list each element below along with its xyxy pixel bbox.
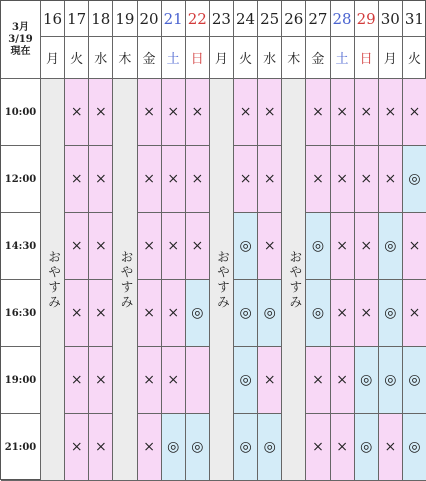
slot-booked[interactable]: × [355,146,379,213]
slot-booked[interactable]: × [138,79,162,146]
slot-available[interactable]: ◎ [234,414,258,481]
slot-booked[interactable]: × [258,347,282,414]
date-header: 23 [210,1,234,37]
slot-available[interactable]: ◎ [355,414,379,481]
date-header: 21 [162,1,186,37]
date-header: 28 [331,1,355,37]
closed-day-column [41,79,65,481]
date-header: 27 [306,1,330,37]
slot-available[interactable]: ◎ [186,414,210,481]
weekday-header: 火 [65,37,89,79]
slot-booked[interactable]: × [331,146,355,213]
slot-booked[interactable]: × [306,79,330,146]
slot-booked[interactable]: × [186,79,210,146]
slot-booked[interactable]: × [89,213,113,280]
slot-booked[interactable]: × [89,146,113,213]
slot-available[interactable]: ◎ [258,414,282,481]
time-label: 10:00 [1,79,41,146]
weekday-header: 月 [41,37,65,79]
slot-booked[interactable]: × [138,213,162,280]
slot-booked[interactable]: × [234,79,258,146]
time-label: 21:00 [1,414,41,481]
weekday-header: 金 [138,37,162,79]
as-of-date: 3/19 [8,33,33,45]
slot-booked[interactable]: × [162,213,186,280]
slot-booked[interactable]: × [331,414,355,481]
corner-header [1,1,41,79]
slot-booked[interactable]: × [138,414,162,481]
slot-booked[interactable]: × [162,146,186,213]
slot-booked[interactable]: × [138,347,162,414]
slot-booked[interactable]: × [403,280,426,347]
slot-booked[interactable]: × [403,79,426,146]
slot-booked[interactable]: × [355,280,379,347]
slot-booked[interactable]: × [306,146,330,213]
slot-booked[interactable]: × [162,79,186,146]
slot-booked[interactable]: × [379,79,403,146]
weekday-header: 月 [379,37,403,79]
slot-available[interactable]: ◎ [186,280,210,347]
slot-available[interactable]: ◎ [403,347,426,414]
slot-booked[interactable]: × [355,213,379,280]
weekday-header: 火 [403,37,426,79]
weekday-header: 水 [258,37,282,79]
slot-booked[interactable]: × [65,414,89,481]
time-label: 16:30 [1,280,41,347]
slot-available[interactable]: ◎ [258,280,282,347]
weekday-header: 土 [331,37,355,79]
date-header: 22 [186,1,210,37]
date-header: 25 [258,1,282,37]
slot-booked[interactable]: × [331,347,355,414]
date-header: 30 [379,1,403,37]
slot-available[interactable]: ◎ [162,414,186,481]
slot-booked[interactable]: × [138,280,162,347]
month-label: 3月 [12,21,29,33]
slot-available[interactable]: ◎ [234,280,258,347]
weekday-header: 火 [234,37,258,79]
slot-booked[interactable]: × [138,146,162,213]
slot-available[interactable]: ◎ [379,280,403,347]
weekday-header: 金 [306,37,330,79]
slot-booked[interactable]: × [89,347,113,414]
slot-booked[interactable]: × [89,414,113,481]
slot-booked[interactable]: × [403,213,426,280]
slot-booked[interactable]: × [306,347,330,414]
closed-day-column [282,79,306,481]
slot-booked[interactable]: × [234,146,258,213]
rest-label: おやすみ [213,249,229,310]
weekday-header: 木 [282,37,306,79]
slot-booked[interactable]: × [65,213,89,280]
date-header: 16 [41,1,65,37]
slot-booked[interactable]: × [186,213,210,280]
date-header: 18 [89,1,113,37]
slot-available[interactable]: ◎ [403,414,426,481]
date-header: 19 [113,1,137,37]
slot-booked[interactable]: × [379,414,403,481]
slot-booked[interactable]: × [379,146,403,213]
date-header: 29 [355,1,379,37]
weekday-header: 日 [355,37,379,79]
slot-booked[interactable]: × [162,280,186,347]
slot-available[interactable]: ◎ [306,280,330,347]
closed-day-column [210,79,234,481]
weekday-header: 日 [186,37,210,79]
slot-booked[interactable]: × [258,213,282,280]
slot-booked[interactable]: × [65,347,89,414]
rest-label: おやすみ [45,249,61,310]
slot-available[interactable]: ◎ [355,347,379,414]
slot-available[interactable]: ◎ [403,146,426,213]
weekday-header: 水 [89,37,113,79]
date-header: 26 [282,1,306,37]
slot-booked[interactable]: × [331,280,355,347]
slot-booked[interactable]: × [65,79,89,146]
date-header: 31 [403,1,426,37]
slot-booked[interactable]: × [65,146,89,213]
slot-available[interactable]: ◎ [234,213,258,280]
slot-booked[interactable]: × [258,79,282,146]
slot-booked[interactable]: × [162,347,186,414]
rest-label: おやすみ [286,249,302,310]
weekday-header: 土 [162,37,186,79]
slot-booked[interactable]: × [258,146,282,213]
slot-available[interactable]: ◎ [306,213,330,280]
time-label: 14:30 [1,213,41,280]
time-label: 12:00 [1,146,41,213]
closed-day-column [113,79,137,481]
slot-booked[interactable]: × [331,79,355,146]
slot-booked[interactable]: × [306,414,330,481]
slot-booked[interactable]: × [89,79,113,146]
slot-empty[interactable] [186,347,210,414]
as-of-label: 現在 [10,45,31,57]
weekday-header: 木 [113,37,137,79]
time-label: 19:00 [1,347,41,414]
slot-booked[interactable]: × [355,79,379,146]
slot-available[interactable]: ◎ [379,347,403,414]
rest-label: おやすみ [117,249,133,310]
slot-booked[interactable]: × [65,280,89,347]
date-header: 24 [234,1,258,37]
slot-available[interactable]: ◎ [379,213,403,280]
weekday-header: 月 [210,37,234,79]
slot-booked[interactable]: × [186,146,210,213]
slot-booked[interactable]: × [89,280,113,347]
slot-available[interactable]: ◎ [234,347,258,414]
slot-booked[interactable]: × [331,213,355,280]
date-header: 20 [138,1,162,37]
date-header: 17 [65,1,89,37]
